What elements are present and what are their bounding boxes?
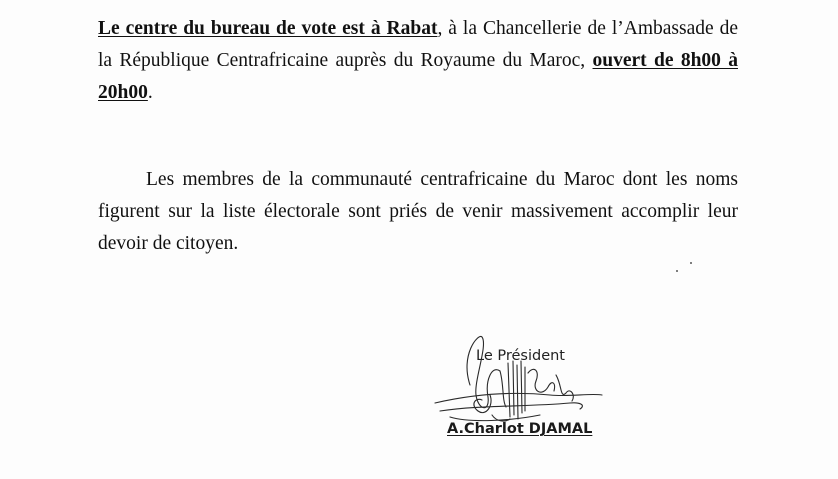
- signatory-title: Le Président: [476, 348, 565, 364]
- handwritten-signature: [430, 325, 620, 435]
- paper-speck: [676, 270, 678, 272]
- signatory-name: A.Charlot DJAMAL: [447, 421, 593, 437]
- community-invitation-paragraph: Les membres de la communauté centrafricaine du Maroc dont les noms figurent sur la liste électorale sont priés de venir massivement accomplir leur devoir de citoyen.: [98, 169, 738, 254]
- opening-hours: ouvert de 8h00 à 20h00: [98, 50, 738, 103]
- paragraph-end-punctuation: .: [147, 82, 153, 103]
- voting-location-paragraph: [98, 13, 738, 109]
- voting-location-text: , à la Chancellerie de l’Ambassade de la République Centrafricaine auprès du Royaume du Maroc,: [98, 18, 738, 71]
- paper-speck: [690, 262, 692, 264]
- voting-center-heading: Le centre du bureau de vote est à Rabat: [98, 18, 438, 39]
